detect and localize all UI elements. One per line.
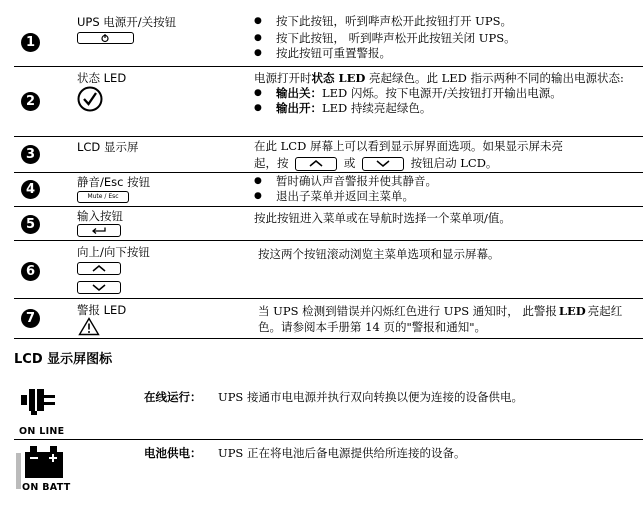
enter-button-label: 输入按钮	[77, 209, 123, 223]
enter-button-desc: 按此按钮进入菜单或在导航时选择一个菜单项/值。	[254, 211, 511, 225]
power-button-desc	[254, 14, 636, 61]
online-plug-icon	[21, 385, 61, 425]
warning-icon	[78, 317, 100, 336]
row-divider	[14, 338, 643, 339]
row-divider	[14, 240, 643, 241]
onbatt-desc: UPS 正在将电池后备电源提供给所连接的设备。	[218, 446, 466, 460]
list-item: ● 输出关：LED 闪烁。按下电源开/关按钮打开输出电源。	[254, 86, 636, 101]
online-term: 在线运行：	[144, 390, 202, 404]
step-number: 1	[21, 33, 40, 52]
onbatt-term: 电池供电：	[144, 446, 202, 460]
lcd-display-desc: 在此 LCD 屏幕上可以看到显示屏界面选项。如果显示屏未亮 起，按 或 按钮启动 LCD。	[254, 139, 563, 170]
icon-divider	[14, 439, 643, 440]
alarm-led-label: 警报 LED	[77, 303, 127, 317]
battery-icon	[24, 444, 66, 480]
list-item: ● 按下此按钮， 听到哔声松开此按钮关闭 UPS。	[254, 31, 636, 46]
step-number: 5	[21, 215, 40, 234]
down-key-icon	[362, 157, 404, 171]
row-divider	[14, 298, 643, 299]
down-arrow-icon	[77, 281, 121, 294]
list-item: ● 按此按钮可重置警报。	[254, 46, 636, 61]
up-arrow-icon	[77, 262, 121, 275]
row-divider	[14, 66, 643, 67]
row-divider	[14, 206, 643, 207]
enter-key-icon	[77, 224, 121, 237]
power-button-icon	[77, 32, 134, 44]
up-down-label: 向上/向下按钮	[77, 245, 150, 259]
power-button-label: UPS 电源开/关按钮	[77, 15, 177, 29]
section-title: LCD 显示屏图标	[14, 352, 113, 367]
left-bar	[16, 453, 21, 489]
status-check-icon	[77, 86, 103, 112]
step-number: 6	[21, 262, 40, 281]
mute-esc-desc	[254, 174, 636, 204]
up-key-icon	[295, 157, 337, 171]
list-item: ● 按下此按钮，听到哔声松开此按钮打开 UPS。	[254, 14, 636, 29]
online-desc: UPS 接通市电电源并执行双向转换以便为连接的设备供电。	[218, 390, 523, 404]
mute-esc-key-icon: Mute / Esc	[77, 191, 129, 203]
alarm-led-desc: 当 UPS 检测到错误并闪烁红色进行 UPS 通知时， 此警报 LED 亮起红色。请参阅本手册第 14 页的"警报和通知"。	[258, 304, 623, 334]
list-item: ● 暂时确认声音警报并使其静音。	[254, 174, 636, 189]
row-divider	[14, 136, 643, 137]
status-led-label: 状态 LED	[77, 71, 127, 85]
online-caption: ON LINE	[19, 426, 65, 437]
row-divider	[14, 172, 643, 173]
step-number: 7	[21, 309, 40, 328]
up-down-desc: 按这两个按钮滚动浏览主菜单选项和显示屏幕。	[258, 247, 500, 261]
mute-esc-label: 静音/Esc 按钮	[77, 175, 151, 189]
lcd-display-label: LCD 显示屏	[77, 140, 139, 154]
list-item: ● 输出开：LED 持续亮起绿色。	[254, 101, 636, 116]
list-item: ● 退出子菜单并返回主菜单。	[254, 189, 636, 204]
step-number: 2	[21, 92, 40, 111]
onbatt-caption: ON BATT	[22, 482, 71, 493]
step-number: 3	[21, 145, 40, 164]
step-number: 4	[21, 180, 40, 199]
status-led-desc: 电源打开时状态 LED 亮起绿色。此 LED 指示两种不同的输出电源状态: ● 输出关：LED 闪烁。按下电源开/关按钮打开输出电源。 ● 输出开：LED 持续亮起绿色。	[254, 70, 636, 116]
